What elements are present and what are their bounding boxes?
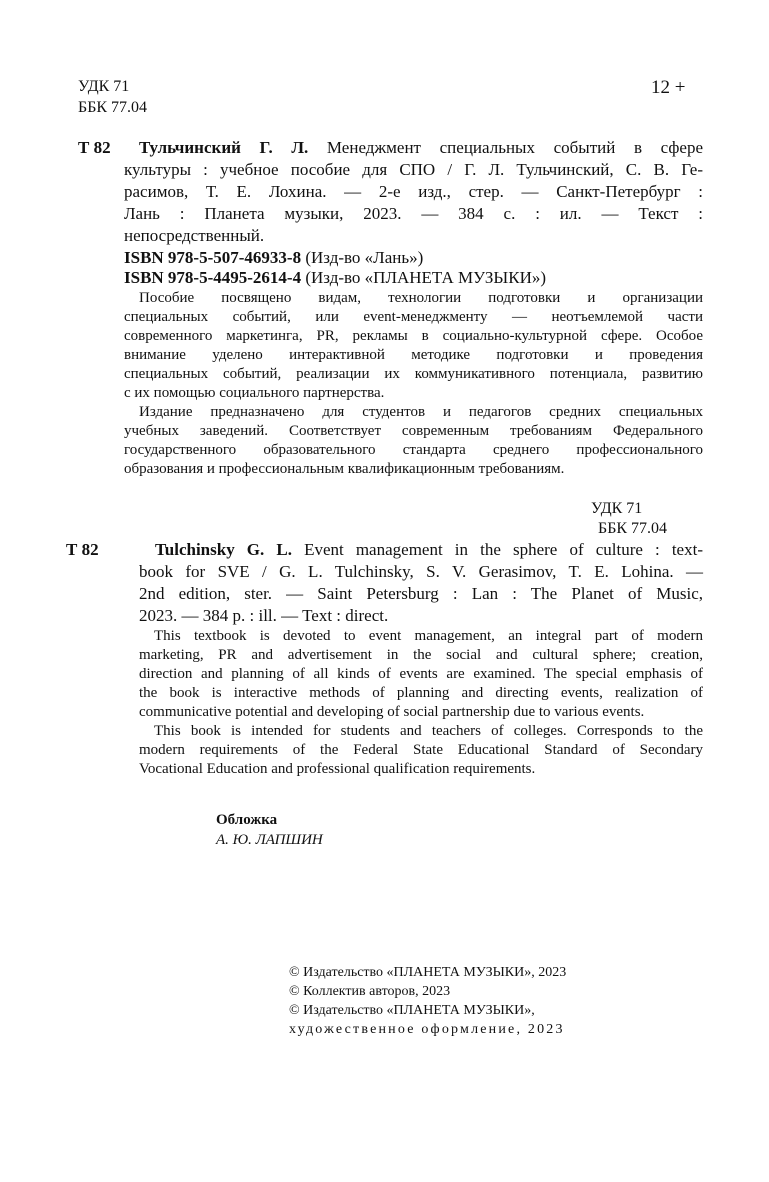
cover-label: Обложка [216,812,278,828]
ru-record-line5: непосредственный. [124,226,265,245]
en-record-line3: 2nd edition, ster. — Saint Petersburg : Lan : The Planet of Music, [139,584,703,603]
en-record-code: Т 82 [66,540,99,559]
ru-record-line3: расимов, Т. Е. Лохина. — 2-е изд., стер. — Санкт-Петербург : [124,182,703,201]
en-udk-code: УДК 71 [591,500,643,517]
bbk-code: ББК 77.04 [78,99,148,116]
age-rating: 12 + [651,77,686,98]
isbn-lan: ISBN 978-5-507-46933-8 (Изд-во «Лань») [124,248,424,267]
ru-record-line1: Тульчинский Г. Л. Менеджмент специальных событий в сфере [139,138,704,157]
isbn-planeta: ISBN 978-5-4495-2614-4 (Изд-во «ПЛАНЕТА МУЗЫКИ») [124,268,547,287]
ru-record-code: Т 82 [78,138,111,157]
ru-record-line4: Лань : Планета музыки, 2023. — 384 с. : ил. — Текст : [124,204,703,223]
en-record-line2: book for SVE / G. L. Tulchinsky, S. V. Gerasimov, T. E. Lohina. — [139,562,703,581]
ru-author: Тульчинский Г. Л. [139,138,309,157]
copyright-line-1: © Издательство «ПЛАНЕТА МУЗЫКИ», 2023 [289,965,567,980]
copyright-line-3: © Издательство «ПЛАНЕТА МУЗЫКИ», [289,1003,535,1018]
en-author: Tulchinsky G. L. [155,540,292,559]
en-record-line4: 2023. — 384 p. : ill. — Text : direct. [139,606,389,625]
ru-record-line2: культуры : учебное пособие для СПО / Г. Л. Тульчинский, С. В. Ге- [124,160,703,179]
en-record-line1: Tulchinsky G. L. Event management in the sphere of culture : text- [155,540,703,559]
copyright-line-4: художественное оформление, 2023 [289,1022,565,1037]
en-bbk-code: ББК 77.04 [598,520,668,537]
udk-code: УДК 71 [78,78,130,95]
cover-artist: А. Ю. ЛАПШИН [216,832,323,848]
copyright-line-2: © Коллектив авторов, 2023 [289,984,451,999]
